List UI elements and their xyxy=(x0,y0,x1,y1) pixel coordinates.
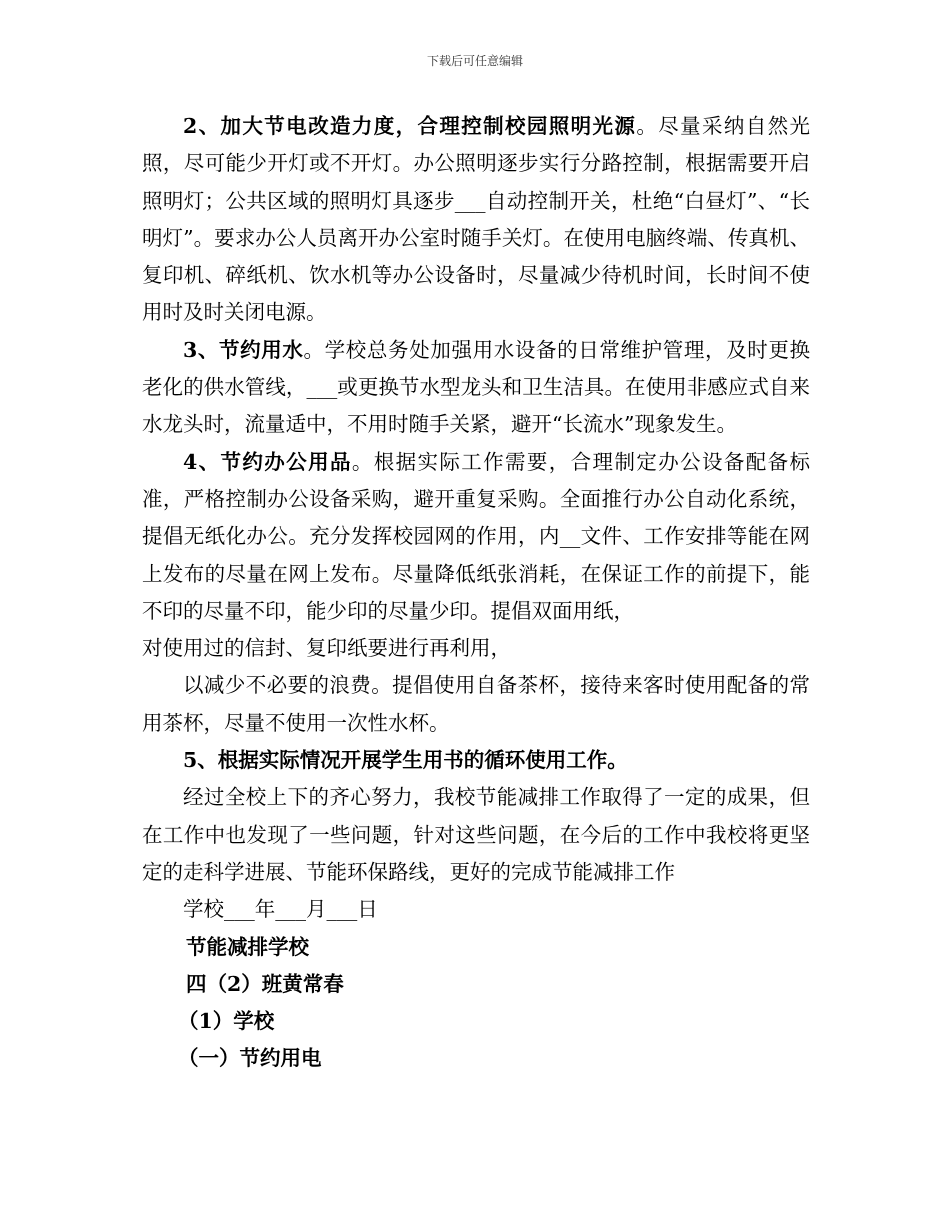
paragraph-3 xyxy=(142,332,810,444)
section-a: （一）节约用电 xyxy=(178,1046,322,1071)
paragraph-reduce-waste: 以减少不必要的浪费。提倡使用自备茶杯，接待来客时使用配备的常用茶杯，尽量不使用一次性水杯。 xyxy=(142,673,810,735)
paragraph-3-lead: 3、节约用水 xyxy=(183,337,304,362)
paragraph-3-body: 。学校总务处加强用水设备的日常维护管理，及时更换老化的供水管线，___或更换节水型龙头和卫生洁具。在使用非感应式自来水龙头时，流量适中，不用时随手关紧，避开“长流水”现象发生。 xyxy=(142,337,811,437)
heading-5: 5、根据实际情况开展学生用书的循环使用工作。 xyxy=(183,748,628,773)
paragraph-4 xyxy=(142,444,810,630)
document-body xyxy=(142,108,810,1078)
class-author: 四（2）班黄常春 xyxy=(186,971,344,996)
paragraph-2-body: 。尽量采纳自然光照，尽可能少开灯或不开灯。办公照明逐步实行分路控制，根据需要开启照明灯；公共区域的照明灯具逐步___自动控制开关，杜绝“白昼灯”、“长明灯”。要求办公人员离开办公室时随手关灯。在使用电脑终端、传真机、复印机、碎纸机、饮水机等办公设备时，尽量减少待机时间，长时间不使用时及时关闭电源。 xyxy=(142,114,811,325)
title-school: 节能减排学校 xyxy=(186,934,309,959)
paragraph-2 xyxy=(142,108,810,332)
paragraph-4-body: 。根据实际工作需要，合理制定办公设备配备标准，严格控制办公设备采购，避开重复采购。全面推行办公自动化系统，提倡无纸化办公。充分发挥校园网的作用，内__文件、工作安排等能在网上发布的尽量在网上发布。尽量降低纸张消耗，在保证工作的前提下，能不印的尽量不印，能少印的尽量少印。提倡双面用纸， xyxy=(142,449,811,623)
section-1: （1）学校 xyxy=(178,1009,275,1034)
paragraph-summary: 经过全校上下的齐心努力，我校节能减排工作取得了一定的成果，但在工作中也发现了一些问题，针对这些问题，在今后的工作中我校将更坚定的走科学进展、节能环保路线，更好的完成节能减排工作 xyxy=(142,785,810,884)
paragraph-4-continuation: 对使用过的信封、复印纸要进行再利用， xyxy=(142,636,511,661)
date-line: 学校___年___月___日 xyxy=(183,897,378,922)
page-header: 下载后可任意编辑 xyxy=(426,54,523,68)
paragraph-4-lead: 4、节约办公用品 xyxy=(183,449,352,474)
paragraph-2-lead: 2、加大节电改造力度，合理控制校园照明光源 xyxy=(183,114,637,138)
